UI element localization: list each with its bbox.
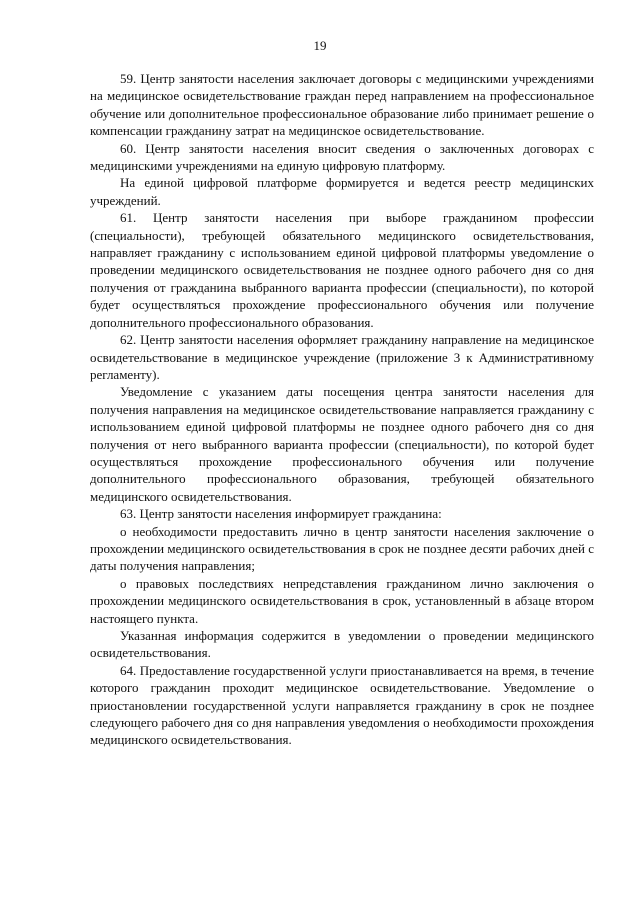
document-body <box>90 70 594 749</box>
paragraph-59: 59. Центр занятости населения заключает договоры с медицинскими учреждениями на медицинское освидетельствование граждан перед направлением на профессиональное обучение или дополнительное профессиональное образование либо принимает решение о компенсации гражданину затрат на медицинское освидетельствование. <box>90 71 594 139</box>
paragraph-63-note: Указанная информация содержится в уведомлении о проведении медицинского освидетельствования. <box>90 628 594 661</box>
paragraph-63-item-2: о правовых последствиях непредставления гражданином лично заключения о прохождении медицинского освидетельствования в срок, установленный в абзаце втором настоящего пункта. <box>90 575 594 626</box>
paragraph-63-item-1: о необходимости предоставить лично в центр занятости населения заключение о прохождении медицинского освидетельствования в срок не позднее десяти рабочих дней с даты получения направления; <box>90 523 594 574</box>
paragraph-63: 63. Центр занятости населения информирует гражданина: <box>120 506 442 522</box>
page-number: 19 <box>313 38 327 53</box>
paragraph-62-notification: Уведомление с указанием даты посещения центра занятости населения для получения направления на медицинское освидетельствование направляется гражданину с использованием единой цифровой платформы не позднее одного рабочего дня со дня получения от него выбранного варианта профессии (специальности), по которой будет осуществляться прохождение профессионального обучения или получение дополнительного профессионального образования, требующей обязательного медицинского освидетельствования. <box>90 384 594 504</box>
paragraph-60-registry: На единой цифровой платформе формируется и ведется реестр медицинских учреждений. <box>90 175 594 208</box>
paragraph-62: 62. Центр занятости населения оформляет гражданину направление на медицинское освидетельствование в медицинское учреждение (приложение 3 к Административному регламенту). <box>90 332 594 382</box>
paragraph-60: 60. Центр занятости населения вносит сведения о заключенных договорах с медицинскими учреждениями на единую цифровую платформу. <box>90 140 594 174</box>
paragraph-64: 64. Предоставление государственной услуги приостанавливается на время, в течение которого гражданин проходит медицинское освидетельствование. Уведомление о приостановлении государственной услуги направляется гражданину в срок не позднее следующего рабочего дня со дня направления уведомления о необходимости прохождения медицинского освидетельствования. <box>90 662 594 748</box>
paragraph-61: 61. Центр занятости населения при выборе гражданином профессии (специальности), требующей обязательного медицинского освидетельствования, направляет гражданину с использованием единой цифровой платформы уведомление о проведении медицинского освидетельствования не позднее одного рабочего дня со дня получения от гражданина выбранного варианта профессии (специальности), по которой будет осуществляться прохождение профессионального обучения или получение дополнительного профессионального образования. <box>90 210 594 330</box>
